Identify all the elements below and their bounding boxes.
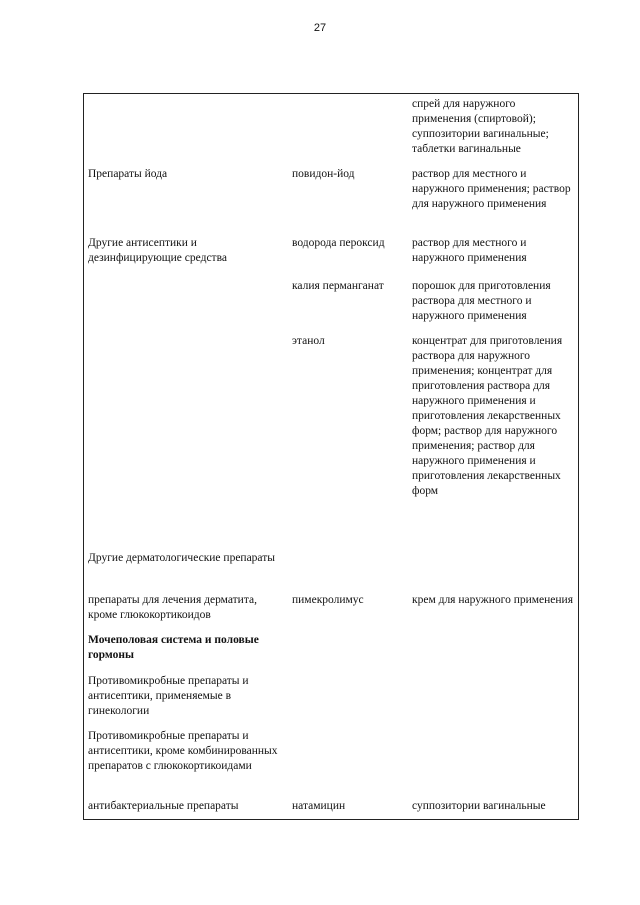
table-cell-substance: натамицин [292,800,346,812]
table-cell-group: Другие дерматологические препараты [88,552,275,564]
table-cell-group: Противомикробные препараты и антисептики, применяемые в гинекологии [88,675,249,717]
table-cell-group: Другие антисептики и дезинфицирующие средства [88,237,227,264]
table-cell-substance: водорода пероксид [292,237,385,249]
table-cell-group: антибактериальные препараты [88,800,239,812]
table-cell-section-heading: Мочеполовая система и половые гормоны [88,634,259,661]
table-cell-dosage-form: раствор для местного и наружного применения; раствор для наружного применения [412,168,571,210]
table-cell-group: препараты для лечения дерматита, кроме глюкокортикоидов [88,594,257,621]
table-cell-substance: этанол [292,335,325,347]
page-number: 27 [313,22,327,34]
table-cell-substance: пимекролимус [292,594,364,606]
table-cell-dosage-form: суппозитории вагинальные [412,800,546,812]
table-cell-dosage-form: крем для наружного применения [412,594,574,606]
table-cell-dosage-form: спрей для наружного применения (спиртовой); суппозитории вагинальные; таблетки вагинальные [412,98,549,155]
table-cell-dosage-form: раствор для местного и наружного применения [412,237,527,264]
table-cell-substance: повидон-йод [292,168,355,180]
table-cell-substance: калия перманганат [292,280,384,292]
table-cell-group: Противомикробные препараты и антисептики, кроме комбинированных препаратов с глюкокортикоидами [88,730,278,772]
table-cell-dosage-form: порошок для приготовления раствора для местного и наружного применения [412,280,551,322]
table-cell-group: Препараты йода [88,168,168,180]
table-cell-dosage-form: концентрат для приготовления раствора для наружного применения; концентрат для приготовления раствора для наружного применения и приготовления лекарственных форм; раствор для наружного применения; раствор для наружного применения и приготовления лекарственных форм [412,335,563,497]
